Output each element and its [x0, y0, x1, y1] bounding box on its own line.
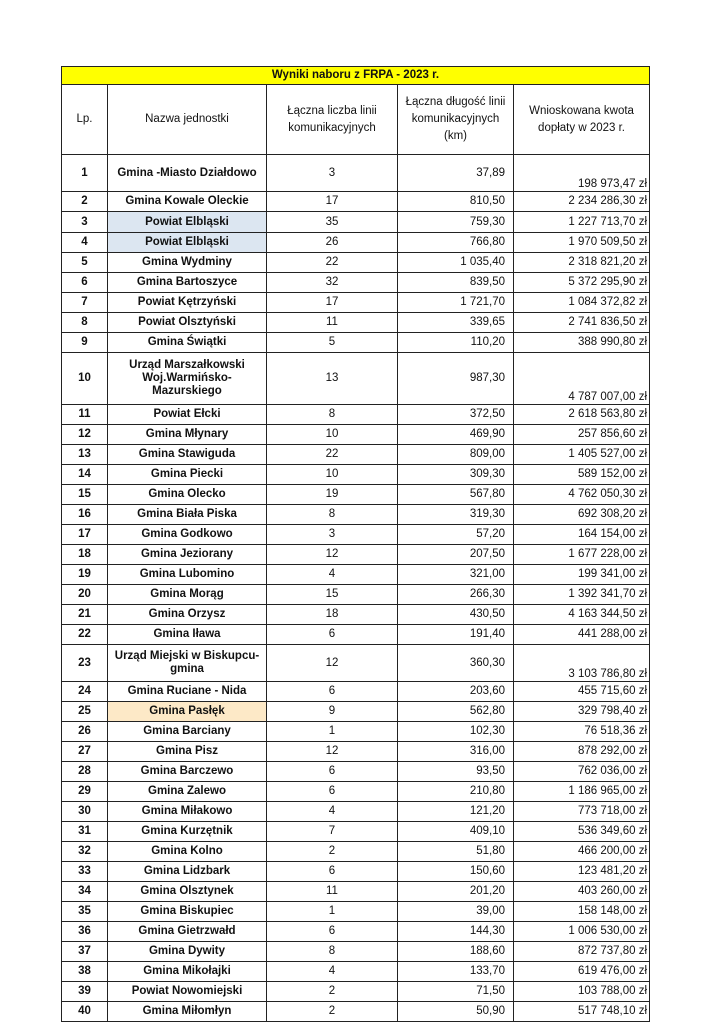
- row-lp: 2: [62, 192, 108, 212]
- row-lp: 8: [62, 313, 108, 333]
- header-lines: Łączna liczba linii komunikacyjnych: [267, 85, 398, 155]
- row-lp: 38: [62, 962, 108, 982]
- row-amount: 158 148,00 zł: [514, 902, 650, 922]
- row-line-count: 19: [267, 485, 398, 505]
- table-title: Wyniki naboru z FRPA - 2023 r.: [62, 67, 650, 85]
- row-name: Gmina Lidzbark: [108, 862, 267, 882]
- table-title-row: [62, 67, 650, 85]
- row-line-count: 8: [267, 405, 398, 425]
- row-length-km: 309,30: [398, 465, 514, 485]
- row-amount: 692 308,20 zł: [514, 505, 650, 525]
- row-name: Gmina Miłakowo: [108, 802, 267, 822]
- table-row: [62, 293, 650, 313]
- row-name: Gmina Biskupiec: [108, 902, 267, 922]
- row-lp: 13: [62, 445, 108, 465]
- row-line-count: 18: [267, 605, 398, 625]
- row-length-km: 562,80: [398, 702, 514, 722]
- row-line-count: 4: [267, 802, 398, 822]
- row-name: Gmina Kolno: [108, 842, 267, 862]
- row-line-count: 11: [267, 882, 398, 902]
- header-length: Łączna długość linii komunikacyjnych (km): [398, 85, 514, 155]
- row-amount: 1 677 228,00 zł: [514, 545, 650, 565]
- row-length-km: 319,30: [398, 505, 514, 525]
- row-line-count: 1: [267, 722, 398, 742]
- row-lp: 15: [62, 485, 108, 505]
- row-name: Gmina Olsztynek: [108, 882, 267, 902]
- row-line-count: 17: [267, 192, 398, 212]
- row-line-count: 6: [267, 782, 398, 802]
- row-amount: 2 234 286,30 zł: [514, 192, 650, 212]
- row-amount: 773 718,00 zł: [514, 802, 650, 822]
- row-name: Gmina Kowale Oleckie: [108, 192, 267, 212]
- row-amount: 619 476,00 zł: [514, 962, 650, 982]
- row-line-count: 13: [267, 353, 398, 405]
- row-lp: 25: [62, 702, 108, 722]
- row-amount: 103 788,00 zł: [514, 982, 650, 1002]
- row-line-count: 9: [267, 702, 398, 722]
- row-line-count: 15: [267, 585, 398, 605]
- table-body: [62, 155, 650, 1022]
- row-line-count: 3: [267, 525, 398, 545]
- row-amount: 1 392 341,70 zł: [514, 585, 650, 605]
- row-length-km: 430,50: [398, 605, 514, 625]
- row-name: Gmina Lubomino: [108, 565, 267, 585]
- table-row: [62, 942, 650, 962]
- row-amount: 257 856,60 zł: [514, 425, 650, 445]
- row-length-km: 839,50: [398, 273, 514, 293]
- row-length-km: 51,80: [398, 842, 514, 862]
- table-row: [62, 313, 650, 333]
- row-lp: 12: [62, 425, 108, 445]
- row-amount: 329 798,40 zł: [514, 702, 650, 722]
- row-amount: 455 715,60 zł: [514, 682, 650, 702]
- row-length-km: 266,30: [398, 585, 514, 605]
- row-lp: 11: [62, 405, 108, 425]
- row-amount: 589 152,00 zł: [514, 465, 650, 485]
- row-name: Gmina Orzysz: [108, 605, 267, 625]
- row-name: Powiat Olsztyński: [108, 313, 267, 333]
- row-lp: 22: [62, 625, 108, 645]
- row-line-count: 2: [267, 842, 398, 862]
- row-amount: 466 200,00 zł: [514, 842, 650, 862]
- row-lp: 26: [62, 722, 108, 742]
- row-name: Gmina Biała Piska: [108, 505, 267, 525]
- row-line-count: 35: [267, 212, 398, 233]
- table-row: [62, 682, 650, 702]
- row-amount: 1 227 713,70 zł: [514, 212, 650, 233]
- row-length-km: 110,20: [398, 333, 514, 353]
- table-row: [62, 425, 650, 445]
- row-name: Powiat Elbląski: [108, 212, 267, 233]
- row-lp: 17: [62, 525, 108, 545]
- row-length-km: 102,30: [398, 722, 514, 742]
- row-line-count: 11: [267, 313, 398, 333]
- table-row: [62, 585, 650, 605]
- row-lp: 37: [62, 942, 108, 962]
- row-length-km: 210,80: [398, 782, 514, 802]
- table-row: [62, 922, 650, 942]
- table-row: [62, 353, 650, 405]
- row-length-km: 37,89: [398, 155, 514, 192]
- row-lp: 28: [62, 762, 108, 782]
- row-amount: 198 973,47 zł: [514, 155, 650, 192]
- row-line-count: 6: [267, 682, 398, 702]
- row-name: Gmina Godkowo: [108, 525, 267, 545]
- row-lp: 19: [62, 565, 108, 585]
- row-length-km: 321,00: [398, 565, 514, 585]
- table-row: [62, 982, 650, 1002]
- row-name: Gmina Bartoszyce: [108, 273, 267, 293]
- row-name: Urząd Marszałkowski Woj.Warmińsko-Mazurskiego: [108, 353, 267, 405]
- table-row: [62, 742, 650, 762]
- row-length-km: 316,00: [398, 742, 514, 762]
- row-amount: 403 260,00 zł: [514, 882, 650, 902]
- row-amount: 388 990,80 zł: [514, 333, 650, 353]
- table-row: [62, 882, 650, 902]
- row-length-km: 50,90: [398, 1002, 514, 1022]
- table-row: [62, 902, 650, 922]
- row-length-km: 203,60: [398, 682, 514, 702]
- row-lp: 23: [62, 645, 108, 682]
- row-name: Gmina Iława: [108, 625, 267, 645]
- row-name: Gmina Miłomłyn: [108, 1002, 267, 1022]
- row-line-count: 5: [267, 333, 398, 353]
- row-name: Gmina Pisz: [108, 742, 267, 762]
- row-amount: 1 405 527,00 zł: [514, 445, 650, 465]
- row-line-count: 3: [267, 155, 398, 192]
- row-length-km: 207,50: [398, 545, 514, 565]
- table-row: [62, 822, 650, 842]
- row-length-km: 57,20: [398, 525, 514, 545]
- row-lp: 36: [62, 922, 108, 942]
- row-amount: 872 737,80 zł: [514, 942, 650, 962]
- row-lp: 27: [62, 742, 108, 762]
- row-amount: 123 481,20 zł: [514, 862, 650, 882]
- row-line-count: 26: [267, 233, 398, 253]
- table-row: [62, 233, 650, 253]
- row-length-km: 1 035,40: [398, 253, 514, 273]
- row-lp: 31: [62, 822, 108, 842]
- table-row: [62, 273, 650, 293]
- row-name: Gmina Dywity: [108, 942, 267, 962]
- row-length-km: 759,30: [398, 212, 514, 233]
- row-line-count: 7: [267, 822, 398, 842]
- row-amount: 1 186 965,00 zł: [514, 782, 650, 802]
- row-line-count: 1: [267, 902, 398, 922]
- row-length-km: 1 721,70: [398, 293, 514, 313]
- row-name: Gmina Mikołajki: [108, 962, 267, 982]
- row-name: Powiat Ełcki: [108, 405, 267, 425]
- row-length-km: 133,70: [398, 962, 514, 982]
- row-amount: 4 163 344,50 zł: [514, 605, 650, 625]
- row-name: Gmina Olecko: [108, 485, 267, 505]
- row-name: Powiat Kętrzyński: [108, 293, 267, 313]
- row-name: Gmina Jeziorany: [108, 545, 267, 565]
- row-lp: 24: [62, 682, 108, 702]
- table-row: [62, 155, 650, 192]
- row-lp: 40: [62, 1002, 108, 1022]
- row-length-km: 188,60: [398, 942, 514, 962]
- table-row: [62, 192, 650, 212]
- row-amount: 1 006 530,00 zł: [514, 922, 650, 942]
- row-length-km: 766,80: [398, 233, 514, 253]
- row-length-km: 409,10: [398, 822, 514, 842]
- row-amount: 4 787 007,00 zł: [514, 353, 650, 405]
- row-line-count: 6: [267, 862, 398, 882]
- row-name: Powiat Nowomiejski: [108, 982, 267, 1002]
- table-row: [62, 333, 650, 353]
- row-line-count: 2: [267, 982, 398, 1002]
- row-lp: 32: [62, 842, 108, 862]
- row-lp: 35: [62, 902, 108, 922]
- row-length-km: 191,40: [398, 625, 514, 645]
- header-name: Nazwa jednostki: [108, 85, 267, 155]
- row-length-km: 469,90: [398, 425, 514, 445]
- results-table: [61, 66, 650, 1022]
- row-amount: 164 154,00 zł: [514, 525, 650, 545]
- row-line-count: 12: [267, 645, 398, 682]
- row-lp: 1: [62, 155, 108, 192]
- row-amount: 76 518,36 zł: [514, 722, 650, 742]
- row-lp: 6: [62, 273, 108, 293]
- row-line-count: 6: [267, 625, 398, 645]
- table-row: [62, 802, 650, 822]
- row-length-km: 144,30: [398, 922, 514, 942]
- row-name: Powiat Elbląski: [108, 233, 267, 253]
- row-name: Gmina Morąg: [108, 585, 267, 605]
- row-amount: 199 341,00 zł: [514, 565, 650, 585]
- results-table-sheet: [61, 66, 649, 1022]
- row-name: Gmina Gietrzwałd: [108, 922, 267, 942]
- row-amount: 3 103 786,80 zł: [514, 645, 650, 682]
- row-lp: 16: [62, 505, 108, 525]
- row-length-km: 150,60: [398, 862, 514, 882]
- row-line-count: 6: [267, 762, 398, 782]
- table-row: [62, 605, 650, 625]
- row-amount: 1 970 509,50 zł: [514, 233, 650, 253]
- row-lp: 10: [62, 353, 108, 405]
- row-lp: 9: [62, 333, 108, 353]
- row-length-km: 360,30: [398, 645, 514, 682]
- row-name: Gmina Piecki: [108, 465, 267, 485]
- table-row: [62, 505, 650, 525]
- row-line-count: 4: [267, 962, 398, 982]
- row-line-count: 10: [267, 465, 398, 485]
- row-length-km: 567,80: [398, 485, 514, 505]
- row-amount: 536 349,60 zł: [514, 822, 650, 842]
- header-lp: Lp.: [62, 85, 108, 155]
- row-line-count: 22: [267, 253, 398, 273]
- row-length-km: 121,20: [398, 802, 514, 822]
- row-amount: 441 288,00 zł: [514, 625, 650, 645]
- row-line-count: 22: [267, 445, 398, 465]
- row-lp: 34: [62, 882, 108, 902]
- row-line-count: 4: [267, 565, 398, 585]
- row-length-km: 71,50: [398, 982, 514, 1002]
- row-amount: 2 318 821,20 zł: [514, 253, 650, 273]
- row-amount: 878 292,00 zł: [514, 742, 650, 762]
- table-row: [62, 525, 650, 545]
- table-row: [62, 645, 650, 682]
- row-amount: 5 372 295,90 zł: [514, 273, 650, 293]
- table-row: [62, 212, 650, 233]
- row-length-km: 809,00: [398, 445, 514, 465]
- row-name: Gmina Ruciane - Nida: [108, 682, 267, 702]
- table-row: [62, 485, 650, 505]
- table-row: [62, 545, 650, 565]
- row-lp: 29: [62, 782, 108, 802]
- row-lp: 30: [62, 802, 108, 822]
- row-name: Gmina Stawiguda: [108, 445, 267, 465]
- row-amount: 762 036,00 zł: [514, 762, 650, 782]
- table-row: [62, 862, 650, 882]
- row-name: Gmina Świątki: [108, 333, 267, 353]
- row-name: Gmina Barczewo: [108, 762, 267, 782]
- row-amount: 2 618 563,80 zł: [514, 405, 650, 425]
- row-lp: 20: [62, 585, 108, 605]
- row-line-count: 12: [267, 545, 398, 565]
- table-row: [62, 702, 650, 722]
- table-row: [62, 253, 650, 273]
- row-line-count: 10: [267, 425, 398, 445]
- row-lp: 39: [62, 982, 108, 1002]
- row-name: Gmina Wydminy: [108, 253, 267, 273]
- row-name: Gmina Kurzętnik: [108, 822, 267, 842]
- row-length-km: 93,50: [398, 762, 514, 782]
- row-name: Urząd Miejski w Biskupcu-gmina: [108, 645, 267, 682]
- row-name: Gmina Pasłęk: [108, 702, 267, 722]
- row-length-km: 339,65: [398, 313, 514, 333]
- row-length-km: 810,50: [398, 192, 514, 212]
- row-length-km: 201,20: [398, 882, 514, 902]
- row-lp: 4: [62, 233, 108, 253]
- header-amount: Wnioskowana kwota dopłaty w 2023 r.: [514, 85, 650, 155]
- row-amount: 4 762 050,30 zł: [514, 485, 650, 505]
- row-name: Gmina -Miasto Działdowo: [108, 155, 267, 192]
- table-row: [62, 962, 650, 982]
- row-name: Gmina Zalewo: [108, 782, 267, 802]
- row-lp: 3: [62, 212, 108, 233]
- table-row: [62, 762, 650, 782]
- row-lp: 33: [62, 862, 108, 882]
- row-amount: 517 748,10 zł: [514, 1002, 650, 1022]
- table-row: [62, 782, 650, 802]
- row-line-count: 6: [267, 922, 398, 942]
- table-row: [62, 405, 650, 425]
- row-line-count: 12: [267, 742, 398, 762]
- row-line-count: 8: [267, 942, 398, 962]
- table-row: [62, 565, 650, 585]
- row-line-count: 17: [267, 293, 398, 313]
- table-row: [62, 842, 650, 862]
- row-amount: 2 741 836,50 zł: [514, 313, 650, 333]
- table-row: [62, 465, 650, 485]
- row-line-count: 8: [267, 505, 398, 525]
- row-length-km: 39,00: [398, 902, 514, 922]
- row-line-count: 2: [267, 1002, 398, 1022]
- row-lp: 5: [62, 253, 108, 273]
- row-lp: 7: [62, 293, 108, 313]
- row-line-count: 32: [267, 273, 398, 293]
- row-length-km: 987,30: [398, 353, 514, 405]
- row-lp: 14: [62, 465, 108, 485]
- table-row: [62, 1002, 650, 1022]
- row-lp: 18: [62, 545, 108, 565]
- row-name: Gmina Barciany: [108, 722, 267, 742]
- row-lp: 21: [62, 605, 108, 625]
- row-name: Gmina Młynary: [108, 425, 267, 445]
- row-amount: 1 084 372,82 zł: [514, 293, 650, 313]
- table-row: [62, 445, 650, 465]
- table-row: [62, 722, 650, 742]
- table-row: [62, 625, 650, 645]
- header-row: [62, 85, 650, 155]
- row-length-km: 372,50: [398, 405, 514, 425]
